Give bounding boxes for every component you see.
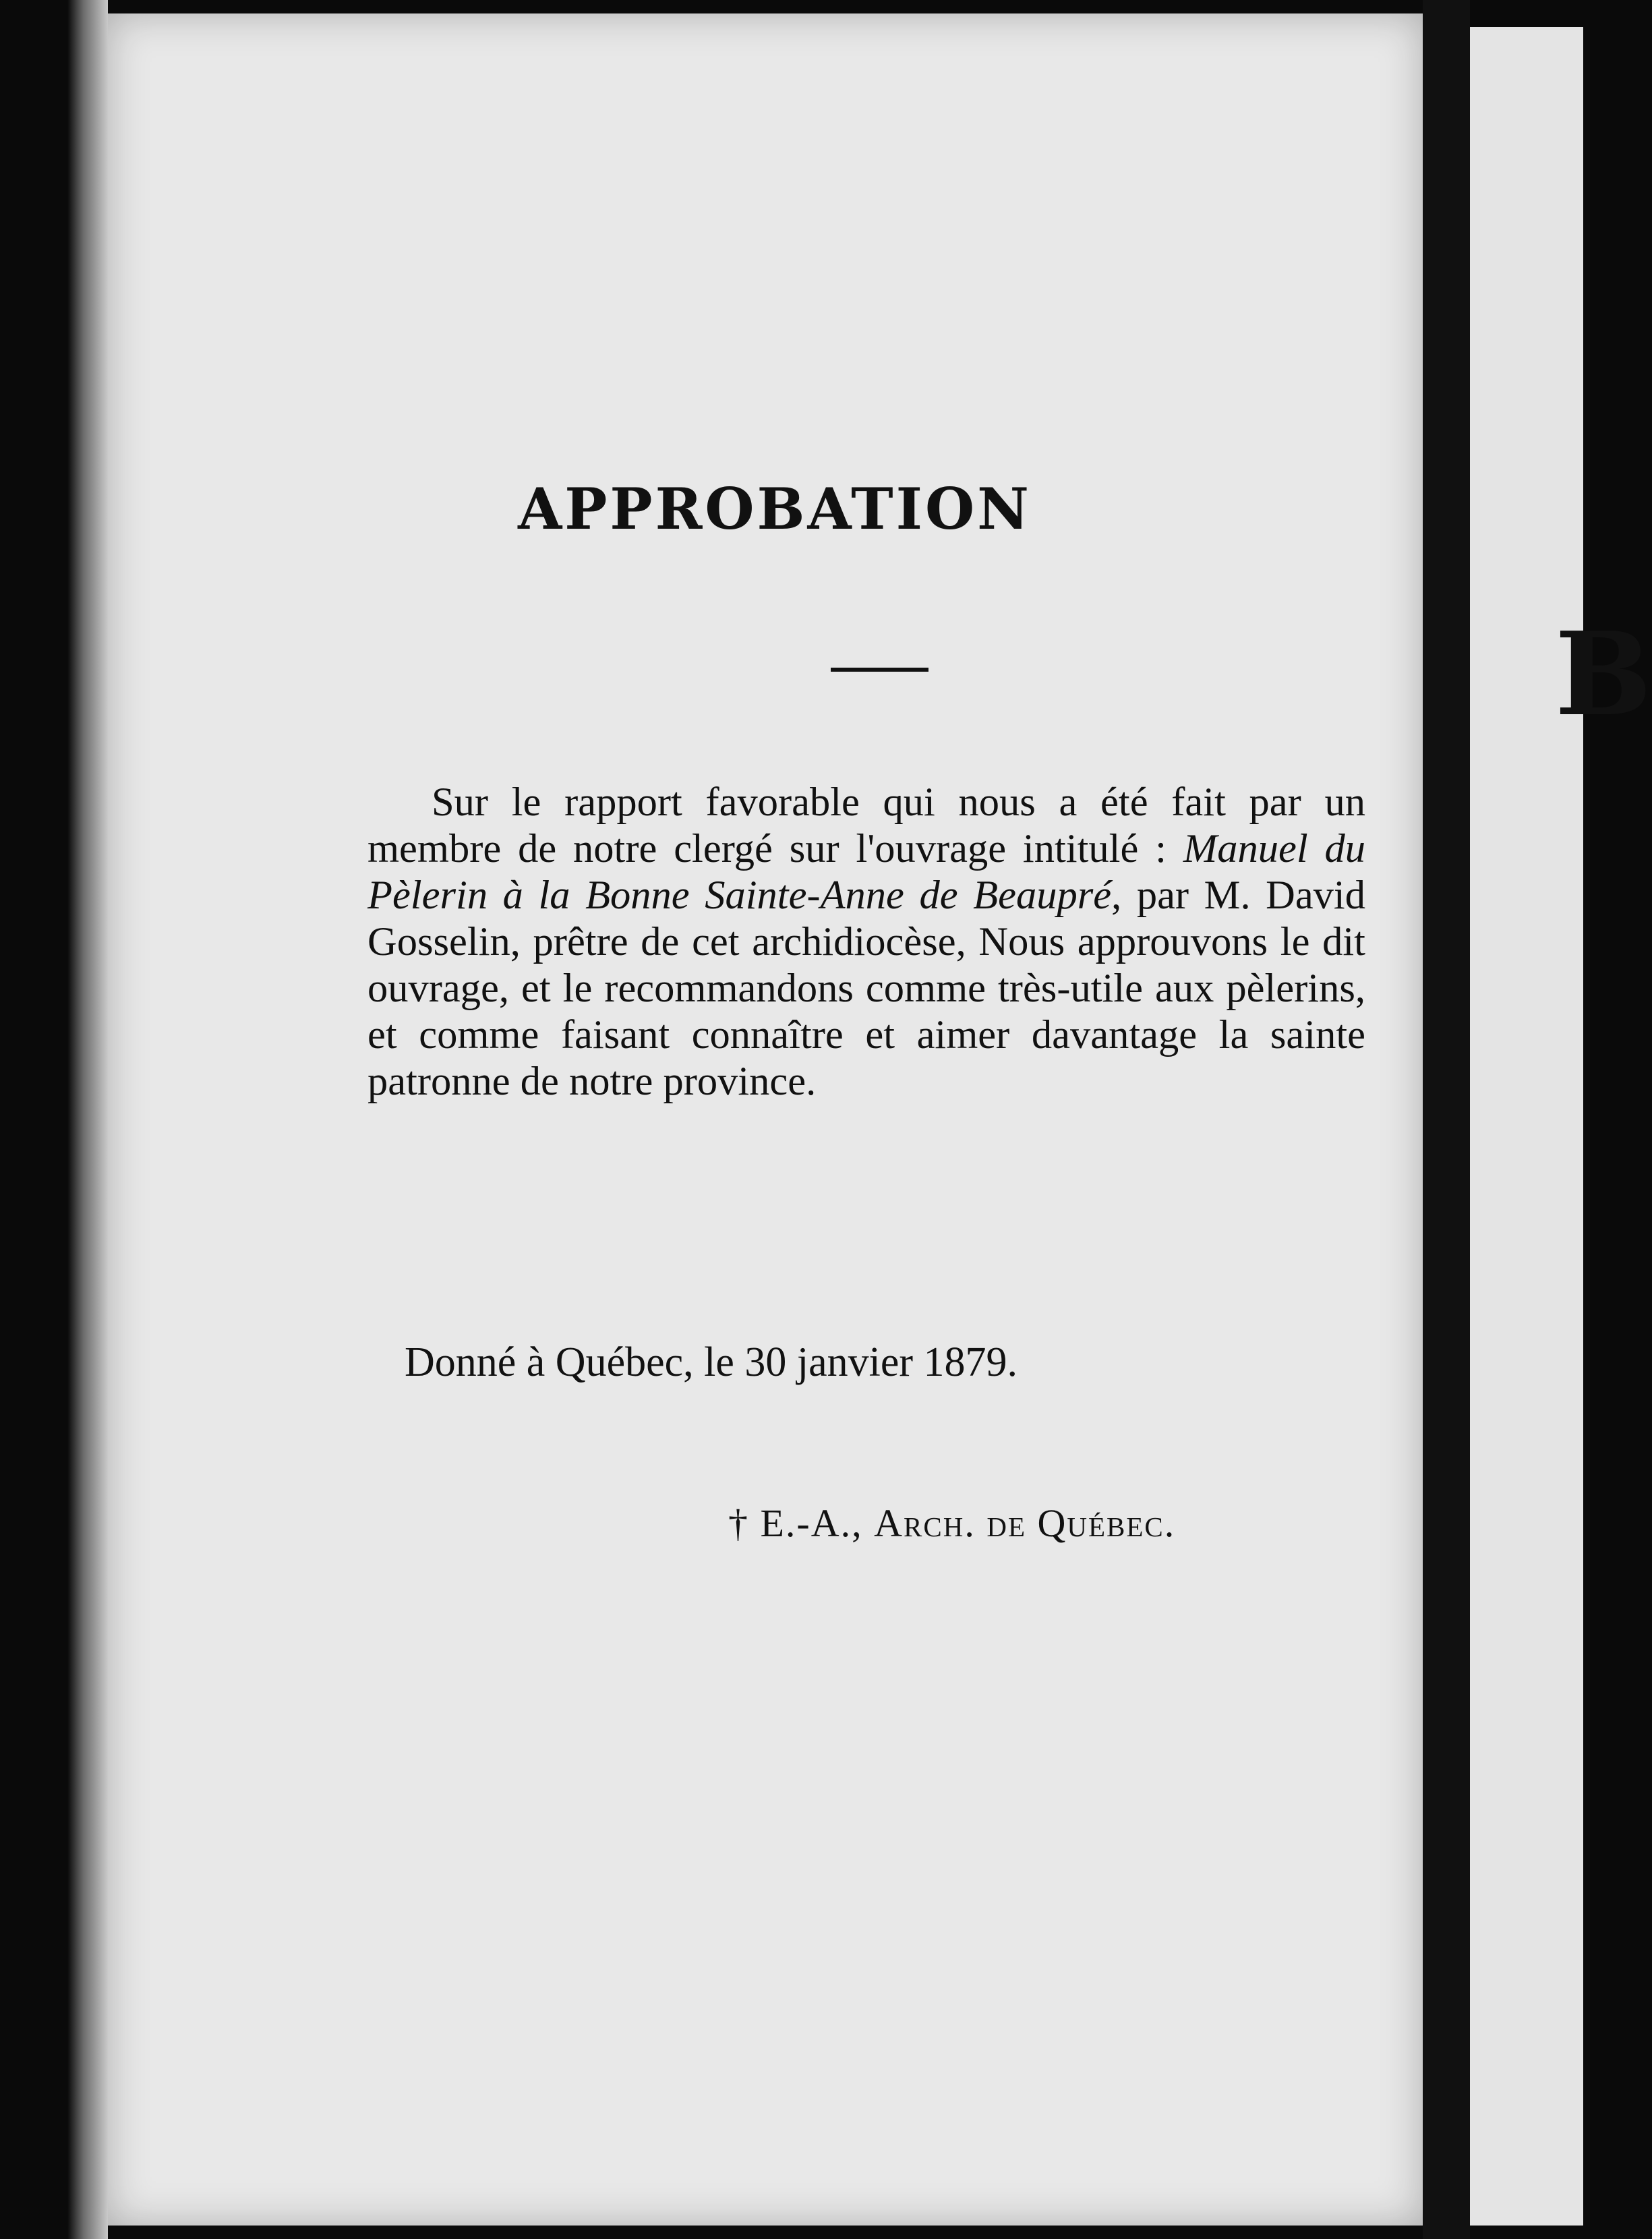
- page-title: APPROBATION: [518, 475, 1032, 542]
- book-title: Manuel du Pèlerin à la Bonne Sainte-Anne de Beaupré: [367, 826, 1366, 918]
- approbation-paragraph: [367, 779, 1365, 1105]
- paragraph-rest: , par M. David Gosselin, prêtre de cet archidiocèse, Nous approuvons le dit ouvrage, et le recommandons comme très-utile aux pèlerins, et comme faisant connaître et aimer davantage la sainte patronne de notre province.: [367, 873, 1365, 1104]
- book-page-edge: [67, 0, 108, 2239]
- cross-icon: †: [728, 1501, 749, 1545]
- signature: [728, 1501, 1175, 1546]
- adjacent-page: [1470, 27, 1583, 2226]
- signature-office: Arch. de Québec.: [874, 1501, 1176, 1545]
- title-rule: [831, 668, 928, 672]
- book-page: [108, 13, 1423, 2226]
- paragraph-lead: Sur le rapport favorable qui nous a été fait par un membre de notre clergé sur l'ouvrage intitulé :: [367, 780, 1365, 871]
- dateline: Donné à Québec, le 30 janvier 1879.: [405, 1339, 1018, 1385]
- book-gutter: [1423, 0, 1470, 2239]
- adjacent-page-letter: B: [1555, 607, 1652, 742]
- signature-initials: E.-A.,: [760, 1501, 863, 1545]
